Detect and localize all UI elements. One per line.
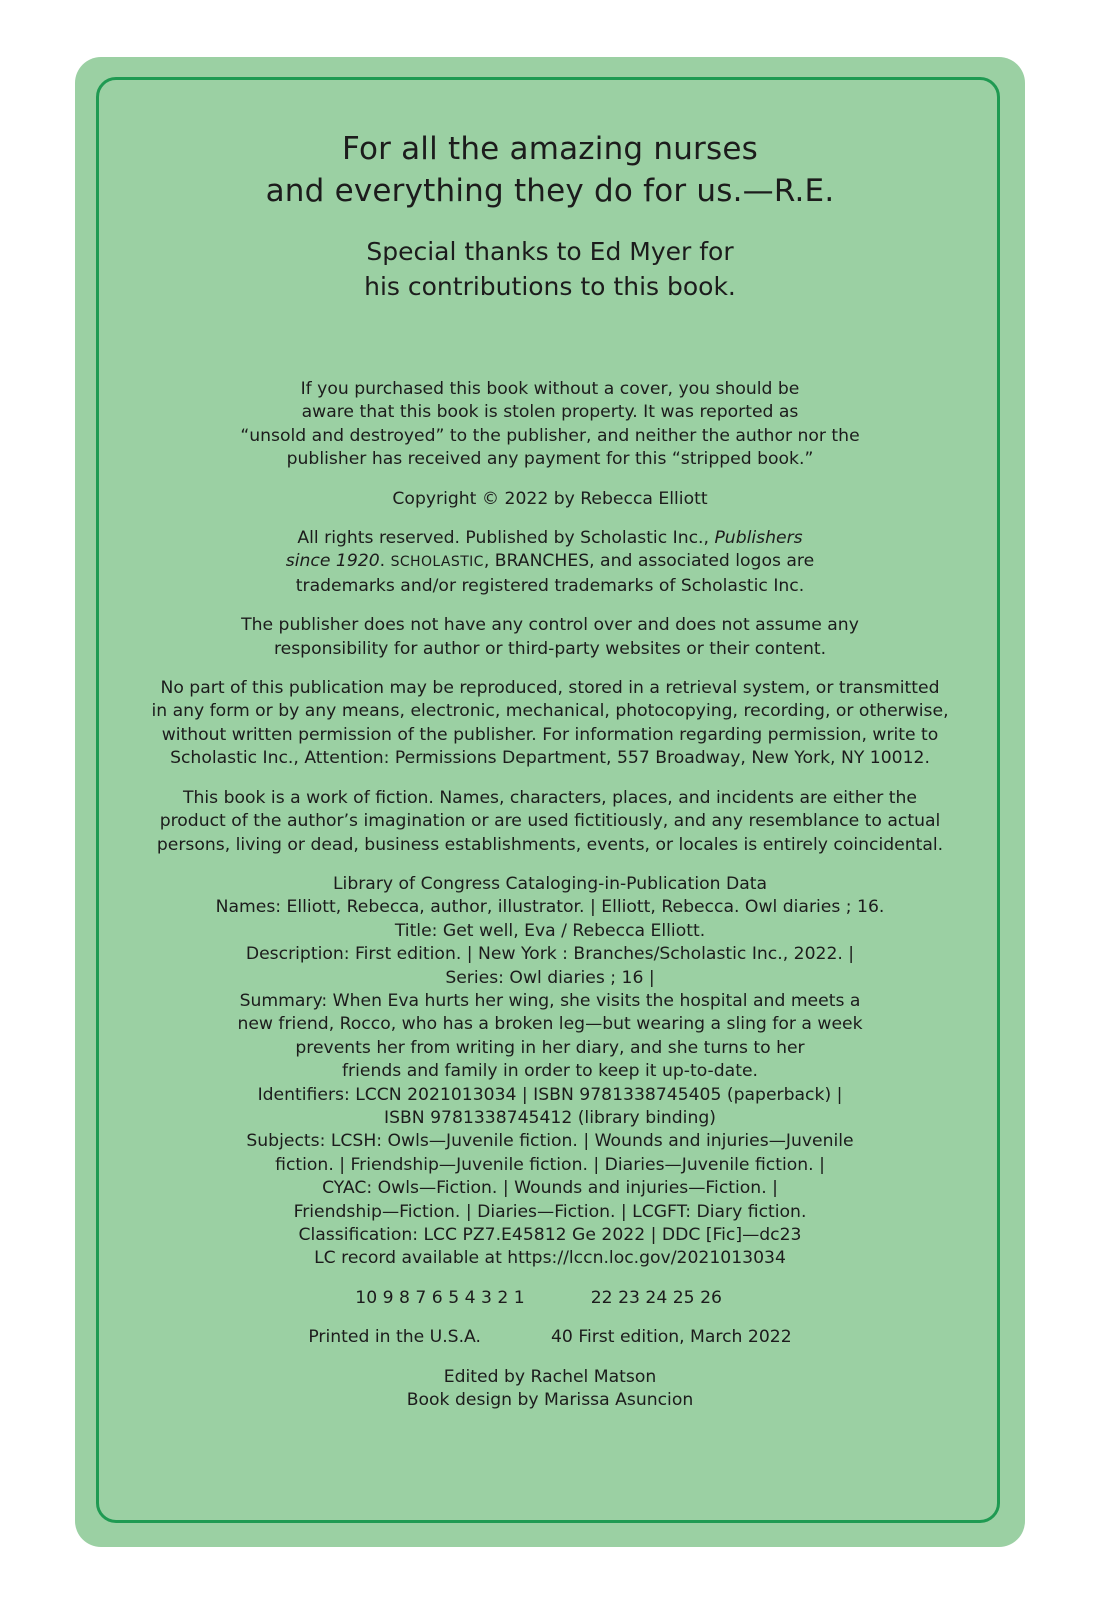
printer-code: 40 [550,1327,573,1348]
notice-line: No part of this publication may be reproduced, stored in a retrieval system, or transmitted [160,678,940,699]
printing-numbers [110,1287,990,1310]
dedication-line: and everything they do for us.—R.E. [265,173,835,209]
reproduction-notice [110,677,990,771]
cip-line: Title: Get well, Eva / Rebecca Elliott. [394,920,706,941]
rights-text: . [379,551,391,572]
publisher-control-notice [110,614,990,661]
cip-line: Identifiers: LCCN 2021013034 | ISBN 9781338745405 (paperback) | [257,1084,843,1105]
cip-line: Subjects: LCSH: Owls—Juvenile fiction. | Wounds and injuries—Juvenile [246,1131,854,1152]
cip-line: Friendship—Fiction. | Diaries—Fiction. | LCGFT: Diary fiction. [293,1201,807,1222]
rights-line [110,550,990,574]
stripped-book-notice [110,378,990,472]
printed-line [308,1326,573,1349]
notice-line: Scholastic Inc., Attention: Permissions Department, 557 Broadway, New York, NY 10012. [170,748,930,769]
rights-notice [110,527,990,598]
cip-data [110,873,990,1271]
dedication-line: For all the amazing nurses [342,131,758,167]
cip-line: Names: Elliott, Rebecca, author, illustrator. | Elliott, Rebecca. Owl diaries ; 16. [215,897,885,918]
printed-info [110,1326,990,1349]
cip-line: Classification: LCC PZ7.E45812 Ge 2022 | DDC [Fic]—dc23 [298,1225,802,1245]
cip-line: Library of Congress Cataloging-in-Publication Data [332,873,768,894]
notice-line: If you purchased this book without a cover, you should be [300,379,800,399]
notice-line: This book is a work of fiction. Names, characters, places, and incidents are either the [182,787,918,808]
special-thanks [110,234,990,304]
notice-line: persons, living or dead, business establishments, events, or locales is entirely coincidental. [156,834,944,855]
thanks-line: his contributions to this book. [364,272,736,301]
edition-line: First edition, March 2022 [578,1327,792,1348]
rights-text: , BRANCHES, and associated logos are [483,551,815,572]
credits [110,1366,990,1413]
notice-line: The publisher does not have any control over and does not assume any [241,615,859,636]
editor-credit: Edited by Rachel Matson [443,1366,657,1387]
rights-text: All rights reserved. Published by Scholastic Inc., [297,528,715,549]
cip-line: Description: First edition. | New York : Branches/Scholastic Inc., 2022. | [245,944,855,965]
cip-line: fiction. | Friendship—Juvenile fiction. | Diaries—Juvenile fiction. | [275,1154,825,1175]
cip-line: prevents her from writing in her diary, and she turns to her [295,1037,805,1058]
notice-line: “unsold and destroyed” to the publisher, and neither the author nor the [240,425,860,446]
scholastic-wordmark: SCHOLASTIC [390,554,484,571]
impression-line: 10 9 8 7 6 5 4 3 2 1 [355,1287,525,1308]
year-line: 22 23 24 25 26 [590,1287,722,1308]
cip-line: friends and family in order to keep it up-to-date. [342,1061,758,1082]
rights-line: trademarks and/or registered trademarks of Scholastic Inc. [295,575,805,596]
design-credit: Book design by Marissa Asuncion [406,1390,694,1411]
dedication [110,128,990,212]
cip-line: ISBN 9781338745412 (library binding) [384,1107,716,1128]
printed-location: Printed in the U.S.A. [308,1327,481,1348]
cip-line: LC record available at https://lccn.loc.gov/2021013034 [314,1248,786,1269]
notice-line: without written permission of the publisher. For information regarding permission, write to [161,724,939,745]
notice-line: responsibility for author or third-party websites or their content. [273,638,827,659]
notice-line: aware that this book is stolen property. It was reported as [301,402,799,423]
cip-line: Summary: When Eva hurts her wing, she visits the hospital and meets a [239,990,861,1011]
cip-line: new friend, Rocco, who has a broken leg—but wearing a sling for a week [237,1014,863,1035]
copyright-page-content [110,128,990,1412]
rights-line [110,527,990,550]
rights-italic: Publishers [714,528,803,549]
notice-line: product of the author’s imagination or are used fictitiously, and any resemblance to actual [159,811,941,832]
thanks-line: Special thanks to Ed Myer for [366,237,734,266]
notice-line: publisher has received any payment for this “stripped book.” [286,449,814,470]
fiction-disclaimer [110,787,990,857]
cip-line: CYAC: Owls—Fiction. | Wounds and injuries—Fiction. | [322,1178,778,1199]
copyright-line: Copyright © 2022 by Rebecca Elliott [392,488,708,509]
rights-italic: since 1920 [285,551,380,572]
notice-line: in any form or by any means, electronic, mechanical, photocopying, recording, or otherwise, [151,701,949,722]
cip-line: Series: Owl diaries ; 16 | [445,967,655,988]
